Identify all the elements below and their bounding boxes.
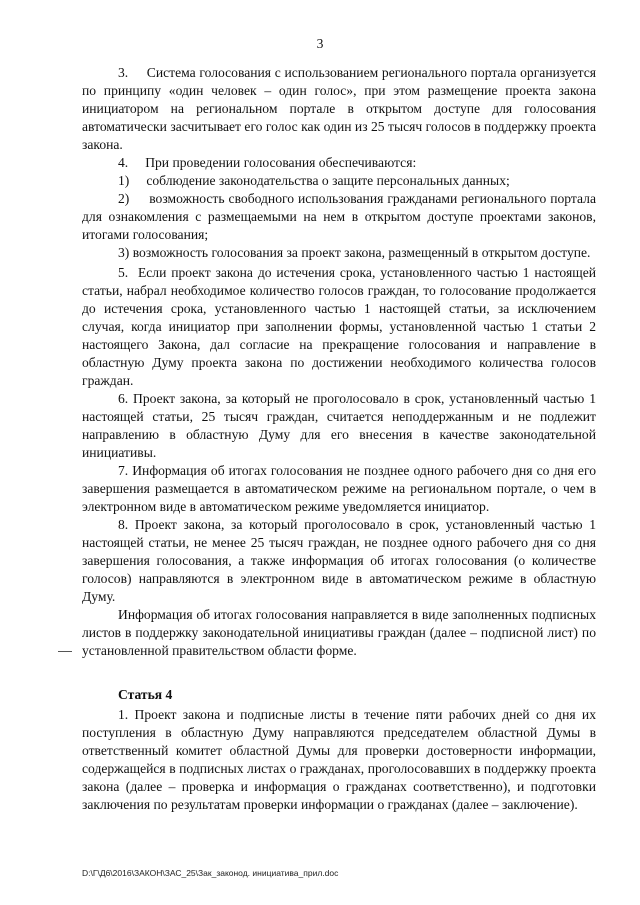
article-4-heading: Статья 4: [118, 687, 173, 702]
paragraph-4: 4. При проведении голосования обеспечиваются:: [118, 155, 417, 170]
list-item-3: 3) возможность голосования за проект закона, размещенный в открытом доступе.: [118, 245, 591, 260]
list-item-1: 1) соблюдение законодательства о защите персональных данных;: [118, 173, 510, 188]
paragraph-5: 5. Если проект закона до истечения срока, установленного частью 1 настоящей статьи, набрал необходимое количество голосов граждан, то голосование продолжается до истечения срока, установленного частью 1 настоящей статьи, за исключением случая, когда инициатор при заполнении формы, установленной частью 1 статьи 2 настоящего Закона, дал согласие на прекращение голосования и направление в областную Думу проекта закона по достижении необходимого количества голосов граждан.: [82, 265, 596, 388]
paragraph-6: 6. Проект закона, за который не проголосовало в срок, установленный частью 1 настоящей статьи, 25 тысяч граждан, считается неподдержанным и не подлежит направлению в областную Думу для его внесения в качестве законодательной инициативы.: [82, 391, 596, 460]
document-body: [82, 64, 596, 814]
list-item-2: 2) возможность свободного использования гражданами регионального портала для ознакомления с размещаемыми на нем в открытом доступе проектами законов, итогами голосования;: [82, 191, 596, 242]
paragraph-8: 8. Проект закона, за который проголосовало в срок, установленный частью 1 настоящей статьи, не менее 25 тысяч граждан, не позднее одного рабочего дня со дня завершения голосования, а также информация об итогах голосования (о количестве голосов) направляются в электронном виде в автоматическом режиме в областную Думу.: [82, 517, 596, 604]
paragraph-3: 3. Система голосования с использованием регионального портала организуется по принципу «один человек – один голос», при этом размещение проекта закона инициатором на региональном портале в открытом доступе для голосования автоматически засчитывает его голос как один из 25 тысяч голосов в поддержку проекта закона.: [82, 65, 596, 152]
margin-mark: [58, 651, 72, 652]
page-number: 3: [316, 36, 324, 51]
footer-file-path: D:\Г\Д6\2016\ЗАКОН\ЗАС_25\Зак_законод. инициатива_прил.doc: [82, 868, 339, 878]
paragraph-7: 7. Информация об итогах голосования не позднее одного рабочего дня со дня его завершения размещается в автоматическом режиме на региональном портале, о чем в электронном виде в автоматическом режиме уведомляется инициатор.: [82, 463, 596, 514]
paragraph-info: Информация об итогах голосования направляется в виде заполненных подписных листов в поддержку законодательной инициативы граждан (далее – подписной лист) по установленной правительством области форме.: [82, 607, 596, 658]
article-4-paragraph-1: 1. Проект закона и подписные листы в течение пяти рабочих дней со дня их поступления в областную Думу направляются председателем областной Думы в ответственный комитет областной Думы для проверки достоверности информации, содержащейся в подписных листах о гражданах, проголосовавших в поддержку проекта закона (далее – проверка и информация о гражданах соответственно), и подготовки заключения по результатам проверки информации о гражданах (далее – заключение).: [82, 707, 596, 812]
